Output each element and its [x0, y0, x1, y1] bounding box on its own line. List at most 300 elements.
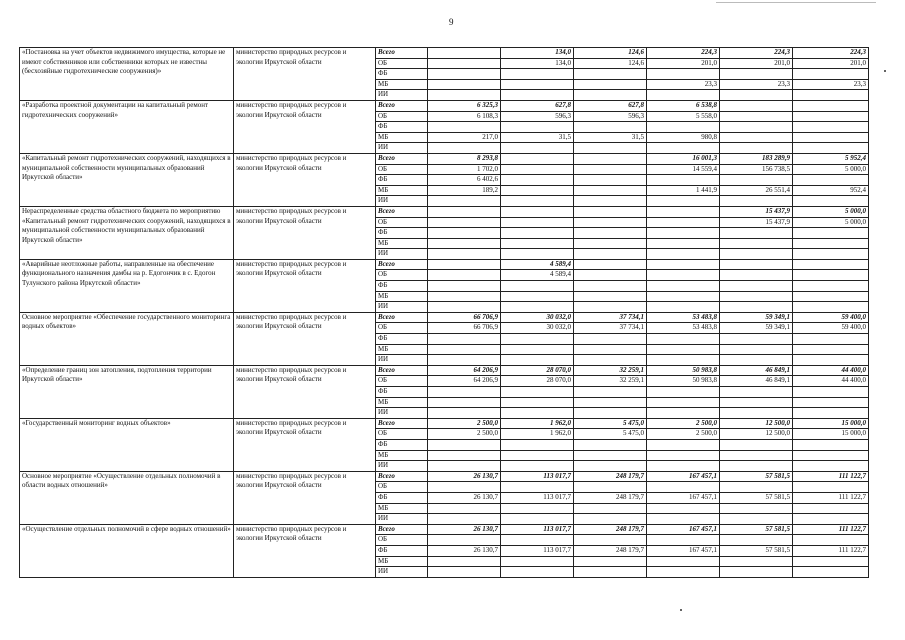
- amount-cell: [793, 175, 869, 186]
- amount-cell: [428, 355, 501, 366]
- amount-cell: 124,6: [574, 58, 647, 69]
- amount-cell: [793, 238, 869, 249]
- amount-cell: [574, 334, 647, 345]
- funding-source-cell: ИИ: [376, 514, 428, 525]
- amount-cell: [574, 567, 647, 578]
- funding-source-cell: ОБ: [376, 164, 428, 175]
- funding-source-cell: МБ: [376, 503, 428, 514]
- amount-cell: 217,0: [428, 132, 501, 143]
- amount-cell: [574, 461, 647, 472]
- amount-cell: 224,3: [793, 48, 869, 59]
- amount-cell: [501, 556, 574, 567]
- amount-cell: [501, 196, 574, 207]
- amount-cell: 113 017,7: [501, 524, 574, 535]
- amount-cell: 26 551,4: [720, 185, 793, 196]
- funding-source-cell: Всего: [376, 312, 428, 323]
- amount-cell: [574, 355, 647, 366]
- table-row: [20, 524, 869, 535]
- amount-cell: 46 849,1: [720, 365, 793, 376]
- amount-cell: [428, 556, 501, 567]
- amount-cell: 5 000,0: [793, 164, 869, 175]
- amount-cell: [428, 259, 501, 270]
- amount-cell: [793, 259, 869, 270]
- amount-cell: [647, 196, 720, 207]
- amount-cell: [793, 249, 869, 260]
- responsible-executor-cell: министерство природных ресурсов и экологии Иркутской области: [234, 48, 376, 101]
- responsible-executor-cell: министерство природных ресурсов и экологии Иркутской области: [234, 365, 376, 418]
- amount-cell: 30 032,0: [501, 312, 574, 323]
- amount-cell: [428, 58, 501, 69]
- funding-source-cell: Всего: [376, 418, 428, 429]
- amount-cell: [501, 450, 574, 461]
- funding-source-cell: ОБ: [376, 270, 428, 281]
- amount-cell: [574, 302, 647, 313]
- amount-cell: [720, 259, 793, 270]
- amount-cell: 8 293,8: [428, 153, 501, 164]
- amount-cell: [720, 556, 793, 567]
- amount-cell: [720, 270, 793, 281]
- amount-cell: 59 400,0: [793, 312, 869, 323]
- amount-cell: [428, 270, 501, 281]
- table-row: [20, 206, 869, 217]
- amount-cell: [574, 122, 647, 133]
- amount-cell: 5 558,0: [647, 111, 720, 122]
- amount-cell: [501, 567, 574, 578]
- amount-cell: [501, 281, 574, 292]
- funding-source-cell: МБ: [376, 397, 428, 408]
- amount-cell: 31,5: [574, 132, 647, 143]
- amount-cell: [501, 461, 574, 472]
- amount-cell: 6 325,3: [428, 100, 501, 111]
- amount-cell: [720, 111, 793, 122]
- amount-cell: 23,3: [647, 79, 720, 90]
- amount-cell: [501, 408, 574, 419]
- amount-cell: [647, 334, 720, 345]
- amount-cell: 32 259,1: [574, 376, 647, 387]
- funding-source-cell: МБ: [376, 344, 428, 355]
- amount-cell: [793, 132, 869, 143]
- table-row: [20, 418, 869, 429]
- amount-cell: [501, 291, 574, 302]
- amount-cell: [501, 228, 574, 239]
- amount-cell: 6 538,8: [647, 100, 720, 111]
- amount-cell: 2 500,0: [647, 429, 720, 440]
- amount-cell: 15 437,9: [720, 217, 793, 228]
- amount-cell: [720, 90, 793, 101]
- funding-source-cell: ФБ: [376, 175, 428, 186]
- amount-cell: 1 962,0: [501, 418, 574, 429]
- responsible-executor-cell: министерство природных ресурсов и экологии Иркутской области: [234, 259, 376, 312]
- amount-cell: [574, 482, 647, 493]
- table-row: [20, 48, 869, 59]
- amount-cell: [647, 387, 720, 398]
- funding-source-cell: ФБ: [376, 439, 428, 450]
- amount-cell: 113 017,7: [501, 545, 574, 556]
- amount-cell: [501, 185, 574, 196]
- amount-cell: [428, 48, 501, 59]
- funding-source-cell: ОБ: [376, 217, 428, 228]
- amount-cell: [720, 143, 793, 154]
- amount-cell: [647, 175, 720, 186]
- funding-source-cell: ФБ: [376, 281, 428, 292]
- amount-cell: [793, 334, 869, 345]
- amount-cell: [793, 100, 869, 111]
- amount-cell: [428, 450, 501, 461]
- amount-cell: [793, 344, 869, 355]
- amount-cell: 53 483,8: [647, 312, 720, 323]
- table-row: [20, 153, 869, 164]
- amount-cell: [793, 514, 869, 525]
- amount-cell: [574, 175, 647, 186]
- amount-cell: [793, 556, 869, 567]
- amount-cell: [501, 535, 574, 546]
- amount-cell: 12 500,0: [720, 429, 793, 440]
- amount-cell: [720, 408, 793, 419]
- funding-source-cell: Всего: [376, 206, 428, 217]
- amount-cell: [793, 122, 869, 133]
- amount-cell: [720, 482, 793, 493]
- amount-cell: 15 437,9: [720, 206, 793, 217]
- amount-cell: [428, 249, 501, 260]
- amount-cell: 952,4: [793, 185, 869, 196]
- amount-cell: [647, 556, 720, 567]
- funding-source-cell: Всего: [376, 471, 428, 482]
- amount-cell: 12 500,0: [720, 418, 793, 429]
- amount-cell: [428, 535, 501, 546]
- funding-source-cell: ФБ: [376, 387, 428, 398]
- amount-cell: [793, 90, 869, 101]
- amount-cell: 111 122,7: [793, 471, 869, 482]
- amount-cell: [647, 270, 720, 281]
- amount-cell: 57 581,5: [720, 545, 793, 556]
- amount-cell: [501, 344, 574, 355]
- amount-cell: [574, 143, 647, 154]
- amount-cell: 2 500,0: [428, 429, 501, 440]
- amount-cell: [574, 206, 647, 217]
- amount-cell: [501, 334, 574, 345]
- amount-cell: 167 457,1: [647, 471, 720, 482]
- amount-cell: 15 000,0: [793, 418, 869, 429]
- amount-cell: [501, 355, 574, 366]
- amount-cell: 980,8: [647, 132, 720, 143]
- amount-cell: 37 734,1: [574, 312, 647, 323]
- amount-cell: [428, 344, 501, 355]
- amount-cell: [647, 450, 720, 461]
- funding-source-cell: ИИ: [376, 461, 428, 472]
- amount-cell: [574, 259, 647, 270]
- amount-cell: [720, 334, 793, 345]
- activity-name-cell: Основное мероприятие «Обеспечение государственного мониторинга водных объектов»: [20, 312, 234, 365]
- amount-cell: 64 206,9: [428, 376, 501, 387]
- amount-cell: 111 122,7: [793, 545, 869, 556]
- amount-cell: [647, 535, 720, 546]
- amount-cell: 28 070,0: [501, 365, 574, 376]
- amount-cell: 248 179,7: [574, 471, 647, 482]
- amount-cell: [428, 143, 501, 154]
- amount-cell: [574, 439, 647, 450]
- amount-cell: [647, 302, 720, 313]
- amount-cell: [793, 281, 869, 292]
- amount-cell: [793, 567, 869, 578]
- amount-cell: [647, 122, 720, 133]
- funding-source-cell: МБ: [376, 238, 428, 249]
- responsible-executor-cell: министерство природных ресурсов и экологии Иркутской области: [234, 206, 376, 259]
- table-row: [20, 312, 869, 323]
- amount-cell: [793, 450, 869, 461]
- amount-cell: [574, 270, 647, 281]
- amount-cell: [720, 461, 793, 472]
- funding-source-cell: ИИ: [376, 355, 428, 366]
- table-row: [20, 100, 869, 111]
- amount-cell: [720, 69, 793, 80]
- amount-cell: [574, 291, 647, 302]
- amount-cell: 4 589,4: [501, 270, 574, 281]
- amount-cell: [501, 397, 574, 408]
- amount-cell: [501, 175, 574, 186]
- amount-cell: [501, 302, 574, 313]
- funding-source-cell: ФБ: [376, 334, 428, 345]
- amount-cell: [428, 238, 501, 249]
- amount-cell: 57 581,5: [720, 524, 793, 535]
- funding-source-cell: ФБ: [376, 122, 428, 133]
- amount-cell: [720, 535, 793, 546]
- funding-source-cell: ОБ: [376, 376, 428, 387]
- table-row: [20, 259, 869, 270]
- amount-cell: 57 581,5: [720, 471, 793, 482]
- amount-cell: [793, 535, 869, 546]
- amount-cell: [647, 281, 720, 292]
- funding-source-cell: ИИ: [376, 196, 428, 207]
- amount-cell: 5 000,0: [793, 206, 869, 217]
- amount-cell: [647, 408, 720, 419]
- amount-cell: [793, 196, 869, 207]
- amount-cell: [647, 228, 720, 239]
- amount-cell: [574, 556, 647, 567]
- amount-cell: [501, 164, 574, 175]
- amount-cell: 113 017,7: [501, 471, 574, 482]
- amount-cell: [647, 439, 720, 450]
- amount-cell: 57 581,5: [720, 492, 793, 503]
- amount-cell: [501, 503, 574, 514]
- amount-cell: [793, 111, 869, 122]
- amount-cell: 50 983,8: [647, 365, 720, 376]
- activity-name-cell: «Капитальный ремонт гидротехнических сооружений, находящихся в муниципальной собственности муниципальных образований Иркутской области»: [20, 153, 234, 206]
- amount-cell: 50 983,8: [647, 376, 720, 387]
- funding-source-cell: МБ: [376, 291, 428, 302]
- amount-cell: [501, 153, 574, 164]
- amount-cell: 224,3: [647, 48, 720, 59]
- amount-cell: [647, 503, 720, 514]
- amount-cell: 4 589,4: [501, 259, 574, 270]
- amount-cell: [793, 270, 869, 281]
- amount-cell: [793, 408, 869, 419]
- amount-cell: [647, 249, 720, 260]
- amount-cell: [574, 79, 647, 90]
- amount-cell: [647, 69, 720, 80]
- amount-cell: [574, 397, 647, 408]
- amount-cell: [720, 567, 793, 578]
- amount-cell: [793, 69, 869, 80]
- amount-cell: [793, 355, 869, 366]
- amount-cell: [574, 185, 647, 196]
- amount-cell: 26 130,7: [428, 492, 501, 503]
- amount-cell: 5 000,0: [793, 217, 869, 228]
- amount-cell: 15 000,0: [793, 429, 869, 440]
- amount-cell: [720, 302, 793, 313]
- amount-cell: 596,3: [501, 111, 574, 122]
- amount-cell: 167 457,1: [647, 524, 720, 535]
- page-number: 9: [449, 17, 454, 27]
- amount-cell: [428, 334, 501, 345]
- funding-source-cell: Всего: [376, 100, 428, 111]
- amount-cell: 6 108,3: [428, 111, 501, 122]
- amount-cell: 53 483,8: [647, 323, 720, 334]
- amount-cell: 1 441,9: [647, 185, 720, 196]
- amount-cell: 167 457,1: [647, 545, 720, 556]
- funding-source-cell: ФБ: [376, 545, 428, 556]
- amount-cell: [647, 461, 720, 472]
- amount-cell: [793, 461, 869, 472]
- funding-source-cell: ФБ: [376, 492, 428, 503]
- funding-source-cell: МБ: [376, 450, 428, 461]
- amount-cell: 5 475,0: [574, 418, 647, 429]
- amount-cell: [501, 143, 574, 154]
- amount-cell: 23,3: [720, 79, 793, 90]
- activity-name-cell: «Определение границ зон затопления, подтопления территории Иркутской области»: [20, 365, 234, 418]
- funding-source-cell: ИИ: [376, 408, 428, 419]
- funding-source-cell: ИИ: [376, 302, 428, 313]
- amount-cell: [428, 79, 501, 90]
- amount-cell: [793, 302, 869, 313]
- amount-cell: 596,3: [574, 111, 647, 122]
- amount-cell: [428, 302, 501, 313]
- scan-speck: [884, 70, 886, 72]
- amount-cell: [501, 439, 574, 450]
- responsible-executor-cell: министерство природных ресурсов и экологии Иркутской области: [234, 471, 376, 524]
- amount-cell: 248 179,7: [574, 492, 647, 503]
- amount-cell: [574, 344, 647, 355]
- amount-cell: 66 706,9: [428, 312, 501, 323]
- amount-cell: [574, 217, 647, 228]
- funding-source-cell: Всего: [376, 153, 428, 164]
- budget-table-body: [20, 48, 869, 578]
- amount-cell: [720, 281, 793, 292]
- amount-cell: 64 206,9: [428, 365, 501, 376]
- amount-cell: [574, 228, 647, 239]
- amount-cell: 5 475,0: [574, 429, 647, 440]
- amount-cell: [428, 482, 501, 493]
- amount-cell: [501, 514, 574, 525]
- table-row: [20, 471, 869, 482]
- amount-cell: 248 179,7: [574, 524, 647, 535]
- amount-cell: [574, 535, 647, 546]
- responsible-executor-cell: министерство природных ресурсов и экологии Иркутской области: [234, 418, 376, 471]
- funding-source-cell: ИИ: [376, 143, 428, 154]
- amount-cell: [647, 90, 720, 101]
- funding-source-cell: Всего: [376, 48, 428, 59]
- amount-cell: 134,0: [501, 58, 574, 69]
- amount-cell: [574, 503, 647, 514]
- amount-cell: [574, 408, 647, 419]
- amount-cell: [428, 503, 501, 514]
- amount-cell: [720, 132, 793, 143]
- amount-cell: [501, 482, 574, 493]
- funding-source-cell: ИИ: [376, 249, 428, 260]
- amount-cell: [793, 143, 869, 154]
- amount-cell: [647, 397, 720, 408]
- funding-source-cell: ОБ: [376, 535, 428, 546]
- responsible-executor-cell: министерство природных ресурсов и экологии Иркутской области: [234, 100, 376, 153]
- amount-cell: [428, 439, 501, 450]
- amount-cell: 1 962,0: [501, 429, 574, 440]
- funding-source-cell: ФБ: [376, 228, 428, 239]
- amount-cell: [501, 69, 574, 80]
- amount-cell: 156 738,5: [720, 164, 793, 175]
- amount-cell: [647, 291, 720, 302]
- amount-cell: 16 001,3: [647, 153, 720, 164]
- funding-source-cell: ОБ: [376, 482, 428, 493]
- amount-cell: 1 702,0: [428, 164, 501, 175]
- funding-source-cell: ФБ: [376, 69, 428, 80]
- amount-cell: 66 706,9: [428, 323, 501, 334]
- amount-cell: [428, 206, 501, 217]
- amount-cell: 44 400,0: [793, 365, 869, 376]
- amount-cell: 26 130,7: [428, 471, 501, 482]
- amount-cell: [428, 514, 501, 525]
- activity-name-cell: «Аварийные неотложные работы, направленные на обеспечение функционального назначения дамбы на р. Едогончик в с. Едогон Тулунского района Иркутской области»: [20, 259, 234, 312]
- amount-cell: [574, 514, 647, 525]
- amount-cell: [501, 122, 574, 133]
- amount-cell: [428, 567, 501, 578]
- amount-cell: [720, 249, 793, 260]
- amount-cell: [720, 387, 793, 398]
- amount-cell: 37 734,1: [574, 323, 647, 334]
- amount-cell: 189,2: [428, 185, 501, 196]
- amount-cell: [720, 355, 793, 366]
- amount-cell: 26 130,7: [428, 524, 501, 535]
- amount-cell: 23,3: [793, 79, 869, 90]
- amount-cell: 124,6: [574, 48, 647, 59]
- amount-cell: 26 130,7: [428, 545, 501, 556]
- amount-cell: 183 289,9: [720, 153, 793, 164]
- amount-cell: [647, 217, 720, 228]
- funding-source-cell: ИИ: [376, 567, 428, 578]
- amount-cell: [793, 482, 869, 493]
- amount-cell: 248 179,7: [574, 545, 647, 556]
- amount-cell: [720, 439, 793, 450]
- amount-cell: [793, 397, 869, 408]
- amount-cell: [720, 503, 793, 514]
- responsible-executor-cell: министерство природных ресурсов и экологии Иркутской области: [234, 524, 376, 577]
- amount-cell: 111 122,7: [793, 524, 869, 535]
- amount-cell: 201,0: [720, 58, 793, 69]
- amount-cell: [501, 249, 574, 260]
- amount-cell: 2 500,0: [428, 418, 501, 429]
- amount-cell: [720, 238, 793, 249]
- amount-cell: [720, 397, 793, 408]
- amount-cell: [574, 69, 647, 80]
- funding-source-cell: МБ: [376, 185, 428, 196]
- amount-cell: [428, 291, 501, 302]
- amount-cell: [647, 259, 720, 270]
- funding-source-cell: МБ: [376, 132, 428, 143]
- amount-cell: [720, 514, 793, 525]
- amount-cell: [574, 249, 647, 260]
- amount-cell: [647, 206, 720, 217]
- amount-cell: 167 457,1: [647, 492, 720, 503]
- amount-cell: [501, 206, 574, 217]
- amount-cell: [720, 291, 793, 302]
